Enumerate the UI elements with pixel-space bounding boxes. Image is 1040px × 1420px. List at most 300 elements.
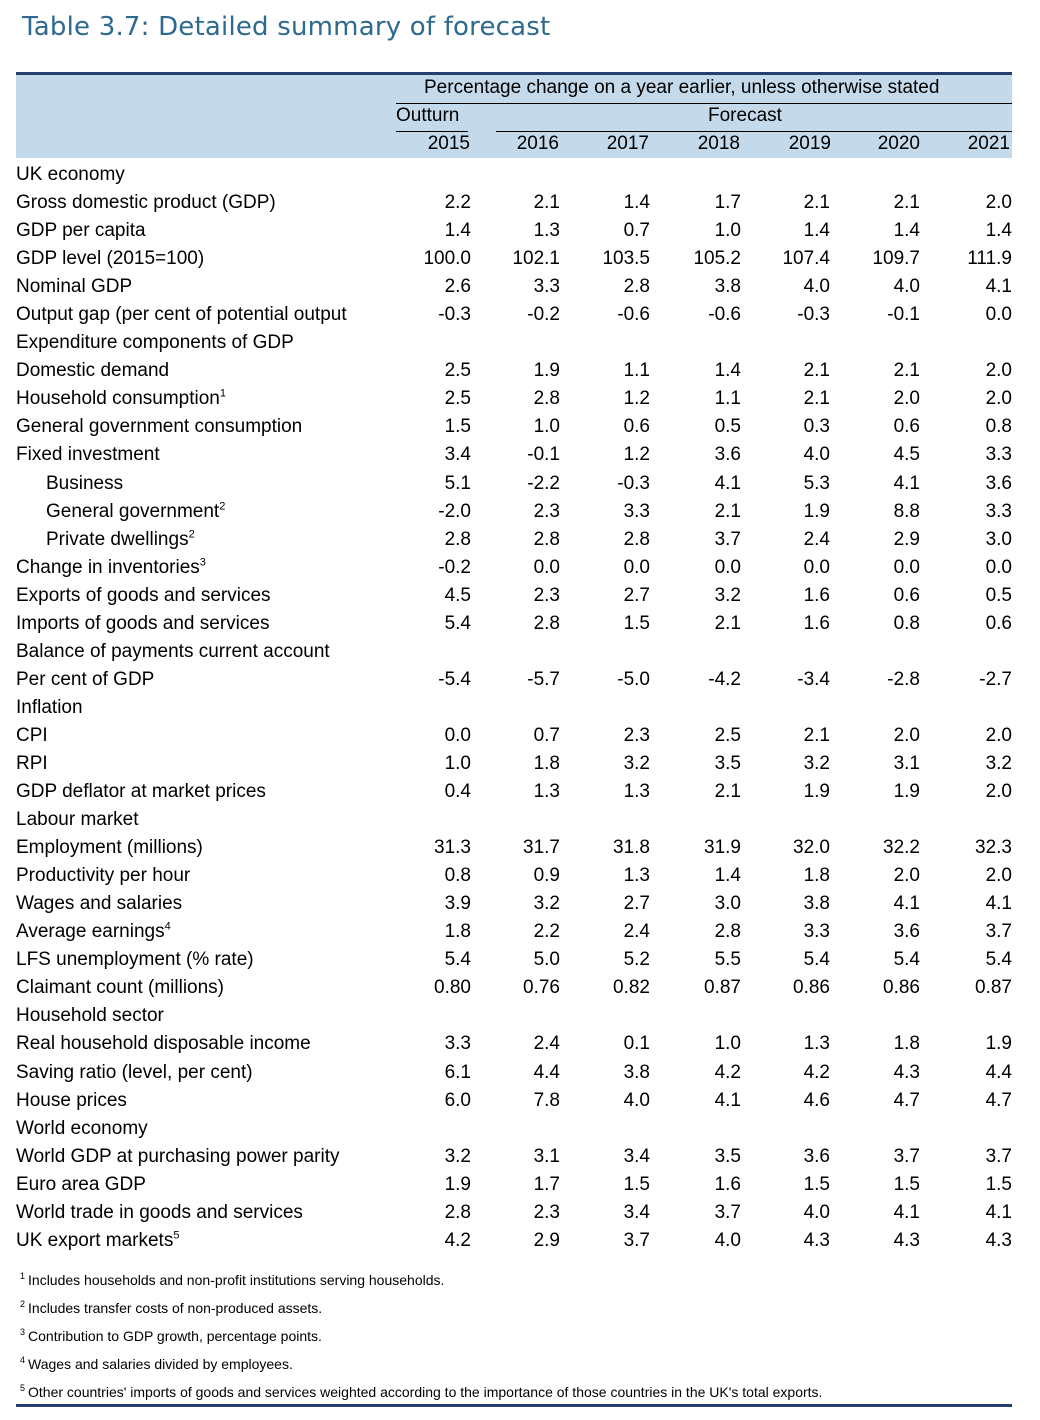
value-cell: 0.6 [985,612,1012,634]
value-cell: 5.4 [803,949,830,971]
value-cell: -0.3 [797,304,830,326]
footnote [20,1322,822,1350]
footnote-text: Contribution to GDP growth, percentage points. [28,1328,322,1344]
value-cell: 0.0 [803,556,830,578]
row-label [16,1171,386,1199]
value-cell: 1.4 [444,220,471,242]
row-label [16,946,386,974]
table-row [16,890,1012,918]
value-cell: 2.3 [623,724,650,746]
value-cell: 2.7 [623,584,650,606]
value-cell: 4.5 [444,584,471,606]
row-label [16,750,386,778]
value-cell [650,638,741,666]
row-label [16,1059,386,1087]
value-cell: -0.3 [617,472,650,494]
row-label-text: UK export markets [16,1229,174,1251]
value-cell: 1.6 [803,612,830,634]
value-cell: 4.1 [893,1201,920,1223]
row-label-text: LFS unemployment (% rate) [16,949,254,971]
value-cell [830,1002,920,1030]
value-cell [386,694,471,722]
value-cell [741,806,830,834]
value-cell: 1.8 [803,865,830,887]
footnote-text: Wages and salaries divided by employees. [28,1356,293,1372]
value-cell: 3.4 [623,1201,650,1223]
value-cell: 0.76 [523,977,560,999]
value-cell: 2.8 [623,276,650,298]
value-cell: 3.3 [985,444,1012,466]
footnote-marker: 4 [164,920,171,933]
value-cell: 3.7 [714,528,741,550]
value-cell: 0.87 [975,977,1012,999]
table-row [16,385,1012,413]
value-cell: 4.6 [803,1089,830,1111]
value-cell: 1.5 [623,1173,650,1195]
value-cell: 0.86 [883,977,920,999]
year-header: 2020 [877,133,920,154]
value-cell: 1.4 [714,865,741,887]
value-cell: 4.3 [985,1229,1012,1251]
value-cell: 1.9 [893,781,920,803]
row-label-text: Domestic demand [16,360,170,382]
value-cell: 3.6 [714,444,741,466]
footnote-number: 3 [20,1327,26,1338]
value-cell: -3.4 [797,668,830,690]
table-row [16,1171,1012,1199]
row-label [16,385,386,413]
row-label-text: Gross domestic product (GDP) [16,192,276,214]
value-cell: 3.1 [533,1145,560,1167]
footnote-marker: 5 [173,1229,180,1242]
row-label-text: Balance of payments current account [16,640,330,662]
value-cell: 0.87 [704,977,741,999]
value-cell: 4.4 [985,1061,1012,1083]
value-cell: 2.0 [985,388,1012,410]
row-label [16,666,386,694]
value-cell [560,161,650,189]
value-cell: 4.4 [533,1061,560,1083]
row-label-text: Euro area GDP [16,1173,146,1195]
section-row [16,694,1012,722]
section-row [16,806,1012,834]
value-cell [741,638,830,666]
value-cell: -2.2 [527,472,560,494]
value-cell: 32.0 [793,837,830,859]
value-cell: 2.8 [444,1201,471,1223]
value-cell: 6.1 [444,1061,471,1083]
footnote-marker: 2 [219,500,226,513]
value-cell: 32.3 [975,837,1012,859]
value-cell: 2.3 [533,500,560,522]
value-cell [830,161,920,189]
value-cell: 2.8 [533,388,560,410]
value-cell: -2.8 [887,668,920,690]
value-cell: 4.3 [893,1061,920,1083]
value-cell: 2.1 [714,781,741,803]
value-cell: 2.1 [714,612,741,634]
table-row [16,974,1012,1002]
footnote [20,1350,822,1378]
value-cell: 1.3 [533,220,560,242]
value-cell: 0.0 [444,724,471,746]
row-label-text: Household sector [16,1005,164,1027]
row-label [16,526,386,554]
table-row [16,862,1012,890]
table-row [16,526,1012,554]
value-cell: -0.6 [708,304,741,326]
value-cell [920,1115,1012,1143]
row-label-text: Household consumption [16,388,220,410]
value-cell: 1.7 [533,1173,560,1195]
row-label [16,722,386,750]
value-cell: 1.9 [985,1033,1012,1055]
footnote-text: Includes households and non-profit institutions serving households. [28,1272,445,1288]
value-cell: 3.3 [444,1033,471,1055]
row-label-text: Per cent of GDP [16,668,155,690]
value-cell [920,694,1012,722]
value-cell: 0.7 [533,724,560,746]
footnotes [20,1266,822,1406]
row-label [16,470,386,498]
footnote-number: 5 [20,1383,26,1394]
value-cell: 2.1 [893,360,920,382]
value-cell: 5.4 [444,949,471,971]
value-cell: 1.0 [714,1033,741,1055]
value-cell [650,1002,741,1030]
row-label-text: Wages and salaries [16,893,183,915]
value-cell: 0.0 [985,556,1012,578]
value-cell: 6.0 [444,1089,471,1111]
value-cell: 4.7 [893,1089,920,1111]
value-cell: 1.3 [623,865,650,887]
value-cell: 1.8 [444,921,471,943]
value-cell [471,1002,560,1030]
value-cell: 3.8 [803,893,830,915]
table-row [16,217,1012,245]
row-label [16,862,386,890]
row-label-text: CPI [16,724,48,746]
table-row [16,1030,1012,1058]
value-cell: 105.2 [693,248,741,270]
section-row [16,161,1012,189]
value-cell: 4.0 [714,1229,741,1251]
row-label-text: Change in inventories [16,556,200,578]
row-label [16,413,386,441]
value-cell: 0.86 [793,977,830,999]
value-cell [741,329,830,357]
value-cell [650,694,741,722]
row-label-text: Labour market [16,809,139,831]
value-cell: 1.3 [803,1033,830,1055]
value-cell: 2.1 [893,192,920,214]
value-cell: 1.0 [533,416,560,438]
value-cell [650,1115,741,1143]
value-cell: 1.1 [714,388,741,410]
row-label [16,1030,386,1058]
value-cell: 2.2 [533,921,560,943]
value-cell [560,329,650,357]
row-label-text: Expenditure components of GDP [16,332,294,354]
row-label-text: Imports of goods and services [16,612,270,634]
row-label [16,1143,386,1171]
value-cell: 3.3 [985,500,1012,522]
footnote-marker: 2 [188,528,195,541]
footnote-text: Other countries' imports of goods and services weighted according to the importance of those countries in the UK's total exports. [28,1384,823,1400]
value-cell: 5.3 [803,472,830,494]
table-row [16,778,1012,806]
table-row [16,301,1012,329]
year-header: 2015 [427,133,470,154]
row-label [16,498,386,526]
row-label-text: General government consumption [16,416,303,438]
row-label-text: World GDP at purchasing power parity [16,1145,340,1167]
value-cell: 3.2 [803,753,830,774]
value-cell: 5.5 [714,949,741,971]
value-cell: 1.9 [803,781,830,803]
value-cell [920,161,1012,189]
value-cell: 0.6 [893,416,920,438]
row-label-text: Saving ratio (level, per cent) [16,1061,253,1083]
footnote-marker: 3 [199,556,206,569]
value-cell [471,694,560,722]
value-cell: 0.3 [803,416,830,438]
value-cell: -0.2 [527,304,560,326]
value-cell: 2.0 [893,865,920,887]
value-cell: 0.8 [985,416,1012,438]
value-cell: 2.0 [893,388,920,410]
value-cell: 31.9 [704,837,741,859]
table-row [16,273,1012,301]
section-row [16,1115,1012,1143]
value-cell: 31.7 [523,837,560,859]
table-row [16,1087,1012,1115]
value-cell [560,1115,650,1143]
value-cell [650,329,741,357]
value-cell: 3.6 [803,1145,830,1167]
value-cell: 1.5 [623,612,650,634]
value-cell: 3.5 [714,1145,741,1167]
value-cell: 31.3 [434,837,471,859]
value-cell: -0.2 [438,556,471,578]
section-row [16,1002,1012,1030]
value-cell: 0.5 [714,416,741,438]
value-cell: -0.1 [887,304,920,326]
value-cell: 3.8 [623,1061,650,1083]
row-label [16,245,386,273]
value-cell: 3.7 [623,1229,650,1251]
value-cell: 0.80 [434,977,471,999]
value-cell: 111.9 [967,248,1012,270]
year-header: 2021 [967,133,1010,154]
value-cell: 1.4 [893,220,920,242]
table-row [16,470,1012,498]
value-cell [560,694,650,722]
table-row [16,357,1012,385]
value-cell: 1.3 [623,781,650,803]
value-cell: 4.2 [444,1229,471,1251]
value-cell: 7.8 [533,1089,560,1111]
value-cell: 1.8 [533,753,560,774]
value-cell: 5.2 [623,949,650,971]
row-label [16,357,386,385]
value-cell: 0.0 [714,556,741,578]
value-cell: 2.7 [623,893,650,915]
section-row [16,329,1012,357]
value-cell: 4.0 [893,276,920,298]
value-cell: 1.4 [803,220,830,242]
row-label-text: GDP deflator at market prices [16,781,266,803]
value-cell: 3.6 [893,921,920,943]
footnote-text: Includes transfer costs of non-produced assets. [28,1300,323,1316]
value-cell: 109.7 [872,248,920,270]
value-cell: 3.9 [444,893,471,915]
value-cell: 2.0 [985,724,1012,746]
value-cell: 3.4 [444,444,471,466]
section-label [16,806,386,834]
value-cell: 4.0 [623,1089,650,1111]
value-cell: 4.1 [985,276,1012,298]
value-cell: 3.5 [714,753,741,774]
value-cell: 0.8 [893,612,920,634]
row-label [16,890,386,918]
table-row [16,1143,1012,1171]
value-cell: 2.1 [803,192,830,214]
value-cell: 3.2 [714,584,741,606]
value-cell: 0.6 [623,416,650,438]
footnote-number: 1 [20,1271,26,1282]
row-label [16,217,386,245]
value-cell: 4.3 [893,1229,920,1251]
value-cell [471,329,560,357]
value-cell: 1.0 [714,220,741,242]
value-cell: 1.4 [714,360,741,382]
footnote-number: 4 [20,1355,26,1366]
value-cell: 3.2 [623,753,650,774]
value-cell: -0.3 [438,304,471,326]
row-label [16,301,386,329]
footnote [20,1294,822,1322]
table-subtitle: Percentage change on a year earlier, unless otherwise stated [424,77,940,98]
year-header: 2018 [697,133,740,154]
value-cell: -2.7 [979,668,1012,690]
value-cell [830,638,920,666]
row-label-text: Claimant count (millions) [16,977,225,999]
value-cell [830,1115,920,1143]
value-cell: -5.0 [617,668,650,690]
value-cell: 0.0 [623,556,650,578]
year-header: 2017 [606,133,649,154]
value-cell: 2.8 [444,528,471,550]
row-label-text: GDP level (2015=100) [16,248,205,270]
value-cell: 4.7 [985,1089,1012,1111]
value-cell [650,161,741,189]
value-cell: -5.4 [438,668,471,690]
value-cell: 0.1 [623,1033,650,1055]
value-cell: -5.7 [527,668,560,690]
value-cell: 0.4 [444,781,471,803]
value-cell [471,806,560,834]
value-cell: 3.0 [714,893,741,915]
value-cell: 5.4 [985,949,1012,971]
section-label [16,1002,386,1030]
value-cell: 3.1 [893,753,920,774]
value-cell: 3.7 [985,1145,1012,1167]
value-cell: 1.8 [893,1033,920,1055]
row-label [16,834,386,862]
year-header: 2016 [516,133,559,154]
value-cell: 2.4 [623,921,650,943]
value-cell: 0.9 [533,865,560,887]
table-row [16,1227,1012,1255]
value-cell [920,806,1012,834]
value-cell: 0.0 [533,556,560,578]
row-label-text: Productivity per hour [16,865,191,887]
value-cell: 2.0 [985,781,1012,803]
value-cell [560,806,650,834]
value-cell: 1.6 [714,1173,741,1195]
value-cell: 1.4 [623,192,650,214]
value-cell [386,329,471,357]
value-cell [741,694,830,722]
value-cell [830,806,920,834]
subtitle-underline [396,103,1012,104]
value-cell: 3.3 [803,921,830,943]
value-cell: 2.1 [803,388,830,410]
value-cell: 3.2 [985,753,1012,774]
row-label [16,273,386,301]
value-cell: 4.2 [803,1061,830,1083]
table-row [16,1059,1012,1087]
value-cell: 2.5 [714,724,741,746]
row-label-text: UK economy [16,164,125,186]
row-label-text: Business [46,472,124,494]
value-cell: 1.5 [893,1173,920,1195]
row-label-text: GDP per capita [16,220,146,242]
section-label [16,329,386,357]
value-cell: 3.7 [714,1201,741,1223]
value-cell [560,638,650,666]
value-cell: 3.0 [985,528,1012,550]
value-cell [560,1002,650,1030]
value-cell: 0.0 [893,556,920,578]
value-cell: 0.8 [444,865,471,887]
row-label-text: Output gap (per cent of potential output [16,304,347,326]
value-cell: 2.5 [444,388,471,410]
value-cell: 5.0 [533,949,560,971]
value-cell: 2.1 [533,192,560,214]
value-cell: 2.4 [533,1033,560,1055]
row-label-text: World trade in goods and services [16,1201,303,1223]
value-cell: 0.5 [985,584,1012,606]
row-label-text: Average earnings [16,921,165,943]
value-cell [741,161,830,189]
value-cell: 1.9 [444,1173,471,1195]
value-cell: 3.2 [533,893,560,915]
value-cell: 107.4 [782,248,830,270]
value-cell: 32.2 [883,837,920,859]
footnote [20,1266,822,1294]
row-label-text: World economy [16,1117,148,1139]
row-label [16,1199,386,1227]
section-label [16,1115,386,1143]
value-cell: 1.5 [444,416,471,438]
value-cell: 3.7 [893,1145,920,1167]
value-cell: 3.3 [533,276,560,298]
table-row [16,582,1012,610]
value-cell: 1.9 [803,500,830,522]
value-cell: 2.8 [533,528,560,550]
